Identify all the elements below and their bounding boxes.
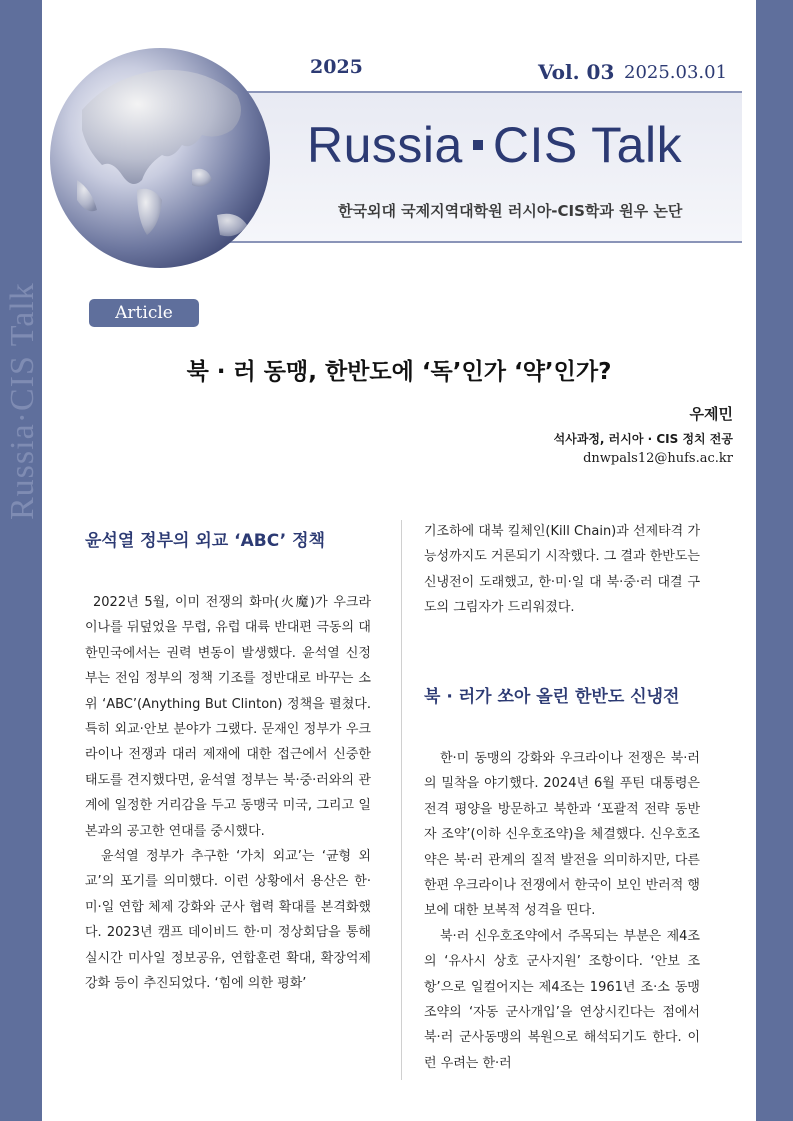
- paragraph: 한·미 동맹의 강화와 우크라이나 전쟁은 북·러의 밀착을 야기했다. 2024년 6월 푸틴 대통령은 전격 평양을 방문하고 북한과 ‘포괄적 전략 동반자 조약’(이하 신우호조약)을 체결했다. 신우호조약은 북·러 관계의 질적 발전을 의미하지만, 다른 한편 우크라이나 전쟁에서 한국이 보인 반러적 행보에 대한 보복적 성격을 띤다.: [424, 751, 700, 919]
- masthead-title: [307, 116, 682, 174]
- globe-icon: [42, 40, 272, 270]
- paragraph: 윤석열 정부가 추구한 ‘가치 외교’는 ‘균형 외교’의 포기를 의미했다. 이런 상황에서 용산은 한·미·일 연합 체제 강화와 군사 협력 확대를 본격화했다. 2023년 캠프 데이비드 한·미 정상회담을 통해 실시간 미사일 정보공유, 연합훈련 확대, 확장억제 강화 등이 추진되었다. ‘힘에 의한 평화’: [85, 849, 371, 992]
- right-column-top: [424, 519, 700, 621]
- issue-year: 2025: [310, 56, 363, 78]
- paragraph: 북·러 신우호조약에서 주목되는 부분은 제4조의 ‘유사시 상호 군사지원’ 조항이다. ‘안보 조항’으로 일컬어지는 제4조는 1961년 조·소 동맹조약의 ‘자동 군사개입’을 연상시킨다는 점에서 북·러 군사동맹의 복원으로 해석되기도 한다. 이런 우려는 한·러: [424, 928, 700, 1071]
- section-heading-1: 윤석열 정부의 외교 ‘ABC’ 정책: [85, 531, 326, 551]
- paragraph: 2022년 5월, 이미 전쟁의 화마(火魔)가 우크라이나를 뒤덮었을 무렵, 유럽 대륙 반대편 극동의 대한민국에서는 권력 변동이 발생했다. 윤석열 신정부는 전임 정부의 정책 기조를 정반대로 바꾸는 소위 ‘ABC’(Anything But Clinton) 정책을 펼쳤다. 특히 외교·안보 분야가 그랬다. 문재인 정부가 우크라이나 전쟁과 대러 제재에 대한 접근에서 신중한 태도를 견지했다면, 윤석열 정부는 북·중·러와의 관계에 일정한 거리감을 두고 동맹국 미국, 그리고 일본과의 공고한 연대를 중시했다.: [85, 595, 371, 839]
- issue-date: 2025.03.01: [624, 62, 728, 83]
- left-side-bar: [0, 0, 42, 1121]
- article-title: 북 · 러 동맹, 한반도에 ‘독’인가 ‘약’인가?: [186, 359, 612, 385]
- column-divider: [401, 520, 402, 1080]
- paragraph: 기조하에 대북 킬체인(Kill Chain)과 선제타격 가능성까지도 거론되기 시작했다. 그 결과 한반도는 신냉전이 도래했고, 한·미·일 대 북·중·러 대결 구도의 그림자가 드리워졌다.: [424, 524, 700, 616]
- masthead-subtitle: 한국외대 국제지역대학원 러시아-CIS학과 원우 논단: [338, 202, 683, 220]
- article-affiliation: 석사과정, 러시아 · CIS 정치 전공: [553, 432, 733, 446]
- masthead-dot: [473, 140, 483, 150]
- left-column: [85, 590, 371, 997]
- masthead-left: Russia: [307, 117, 463, 173]
- article-badge: Article: [89, 299, 199, 327]
- article-email: dnwpals12@hufs.ac.kr: [583, 451, 733, 466]
- section-heading-2: 북 · 러가 쏘아 올린 한반도 신냉전: [424, 687, 680, 707]
- side-vertical-text: Russia·CIS Talk: [4, 282, 41, 520]
- article-author: 우제민: [689, 405, 733, 423]
- masthead-right: CIS Talk: [492, 117, 683, 173]
- right-side-bar: [756, 0, 793, 1121]
- right-column-bottom: [424, 746, 700, 1076]
- issue-volume: Vol. 03: [538, 60, 615, 84]
